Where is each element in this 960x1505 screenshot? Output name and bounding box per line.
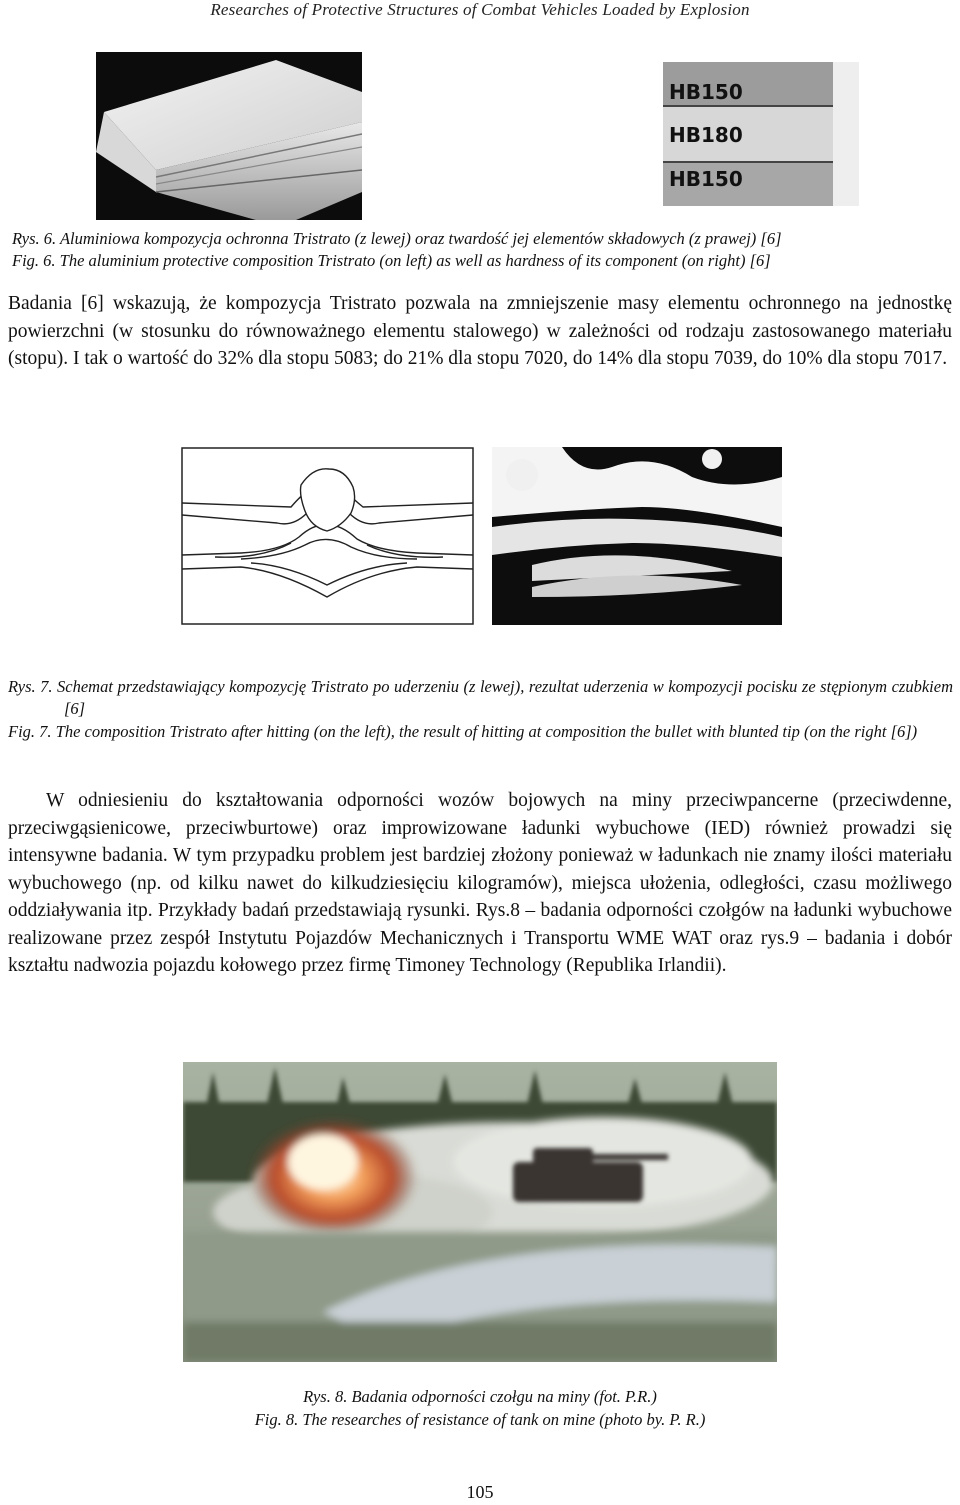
fig8-caption-en: Fig. 8. The researches of resistance of tank on mine (photo by. P. R.): [254, 1410, 706, 1429]
fig7-caption-pl: Rys. 7. Schemat przedstawiający kompozycję Tristrato po uderzeniu (z lewej), rezultat uderzenia w kompozycji pocisku ze stępionym czubkiem [6]: [8, 677, 953, 718]
fig6-caption-en: Fig. 6. The aluminium protective composition Tristrato (on left) as well as hardness of its component (on right) [6]: [12, 251, 771, 270]
fig6-tristrato-plate-photo: [96, 52, 362, 220]
page-number: 105: [466, 1482, 494, 1502]
fig7-impact-schematic: [181, 447, 474, 625]
fig8-caption-pl: Rys. 8. Badania odporności czołgu na miny (fot. P.R.): [303, 1387, 657, 1406]
fig7-caption-en: Fig. 7. The composition Tristrato after hitting (on the left), the result of hitting at composition the bullet with blunted tip (on the right [6]): [8, 722, 918, 741]
body-paragraph-2: W odniesieniu do kształtowania odporności wozów bojowych na miny przeciwpancerne (przeciwdenne, przeciwgąsienicowe, przeciwburtowe) oraz improwizowane ładunki wybuchowe (IED) również prowadzi się intensywne badania. W tym przypadku problem jest bardziej złożony ponieważ w ładunkach nie znamy ilości materiału wybuchowego (np. od kilku nawet do kilkudziesięciu kilogramów), miejsca ułożenia, odległości, czasu możliwego oddziaływania itp. Przykłady badań przedstawiają rysunki. Rys.8 – badania odporności czołgów na ładunki wybuchowe realizowane przez zespół Instytutu Pojazdów Mechanicznych i Transportu WME WAT oraz rys.9 – badania i dobór kształtu nadwozia pojazdu kołowego przez firmę Timoney Technology (Republika Irlandii).: [8, 790, 952, 976]
fig7-impact-photo: [492, 447, 782, 625]
body-paragraph-1: Badania [6] wskazują, że kompozycja Tristrato pozwala na zmniejszenie masy elementu ochronnego na jednostkę powierzchni (w stosunku do równoważnego elementu stalowego) w zależności od rodzaju zastosowanego materiału (stopu). I tak o wartość do 32% dla stopu 5083; do 21% dla stopu 7020, do 14% dla stopu 7039, do 10% dla stopu 7017.: [8, 293, 952, 369]
hardness-label-top: HB150: [669, 80, 743, 104]
hardness-label-middle: HB180: [669, 123, 743, 147]
running-header: Researches of Protective Structures of Combat Vehicles Loaded by Explosion: [210, 0, 750, 19]
fig6-caption-pl: Rys. 6. Aluminiowa kompozycja ochronna Tristrato (z lewej) oraz twardość jej elementów składowych (z prawej) [6]: [12, 229, 782, 248]
fig6-hardness-layers-photo: [663, 62, 859, 206]
fig8-tank-mine-explosion-photo: [183, 1062, 777, 1362]
hardness-label-bottom: HB150: [669, 167, 743, 191]
